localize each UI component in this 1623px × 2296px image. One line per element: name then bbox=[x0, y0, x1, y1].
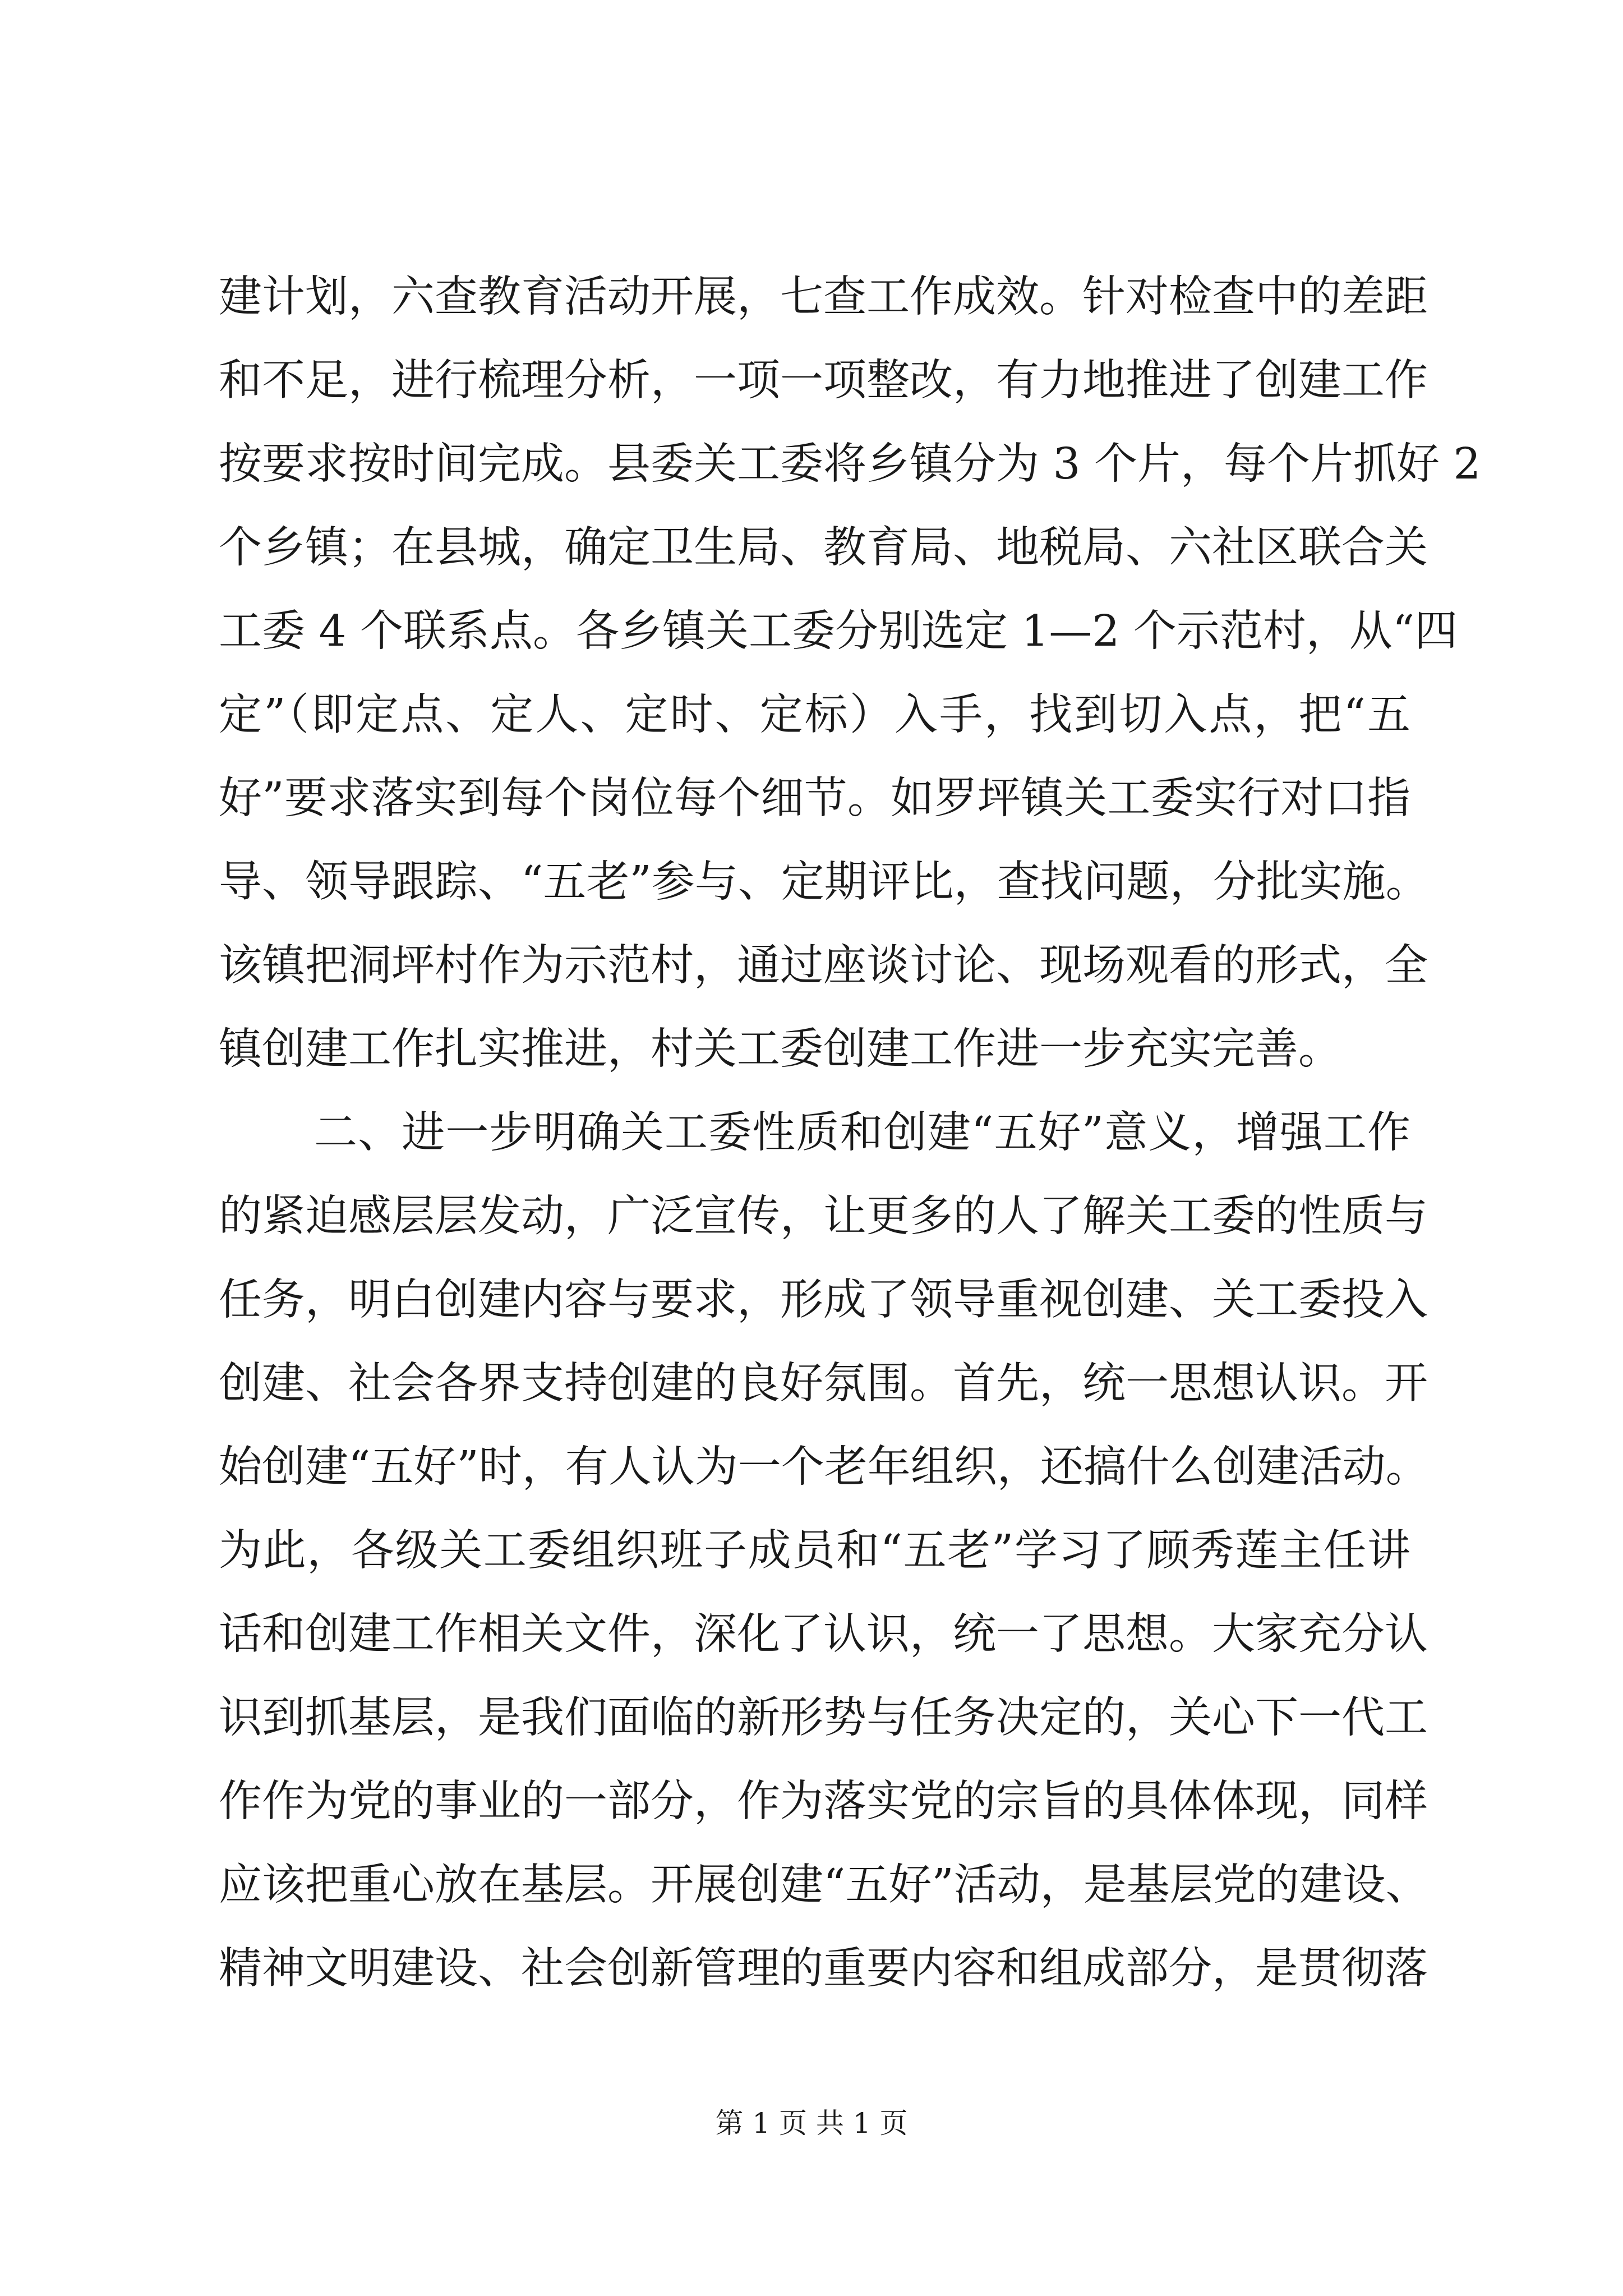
text-line: 识到抓基层，是我们面临的新形势与任务决定的，关心下一代工 bbox=[219, 1693, 1428, 1743]
text-line: 精神文明建设、社会创新管理的重要内容和组成部分，是贯彻落 bbox=[219, 1944, 1428, 1994]
text-line: 任务，明白创建内容与要求，形成了领导重视创建、关工委投入 bbox=[219, 1275, 1428, 1325]
text-line: 个乡镇；在县城，确定卫生局、教育局、地税局、六社区联合关 bbox=[219, 523, 1428, 573]
text-line: 工委 4 个联系点。各乡镇关工委分别选定 1—2 个示范村，从“四 bbox=[219, 606, 1458, 656]
text-line: 始创建“五好”时，有人认为一个老年组织，还搞什么创建活动。 bbox=[219, 1442, 1429, 1492]
text-line: 和不足，进行梳理分析，一项一项整改，有力地推进了创建工作 bbox=[219, 356, 1428, 406]
page-footer: 第 1 页 共 1 页 bbox=[715, 2107, 908, 2139]
text-line: 为此，各级关工委组织班子成员和“五老”学习了顾秀莲主任讲 bbox=[219, 1526, 1410, 1576]
text-line: 话和创建工作相关文件，深化了认识，统一了思想。大家充分认 bbox=[219, 1609, 1428, 1659]
text-line: 定”（即定点、定人、定时、定标）入手，找到切入点，把“五 bbox=[219, 690, 1410, 740]
text-line: 好”要求落实到每个岗位每个细节。如罗坪镇关工委实行对口指 bbox=[219, 774, 1410, 823]
text-line: 导、领导跟踪、“五老”参与、定期评比，查找问题，分批实施。 bbox=[219, 857, 1429, 907]
paragraph-start-line: 二、进一步明确关工委性质和创建“五好”意义，增强工作 bbox=[314, 1108, 1410, 1158]
text-line: 按要求按时间完成。县委关工委将乡镇分为 3 个片，每个片抓好 2 bbox=[219, 439, 1481, 489]
text-line: 建计划，六查教育活动开展，七查工作成效。针对检查中的差距 bbox=[219, 272, 1428, 322]
text-line: 创建、社会各界支持创建的良好氛围。首先，统一思想认识。开 bbox=[219, 1359, 1428, 1409]
text-line: 的紧迫感层层发动，广泛宣传，让更多的人了解关工委的性质与 bbox=[219, 1191, 1428, 1241]
body-text bbox=[219, 255, 1481, 2010]
text-line: 镇创建工作扎实推进，村关工委创建工作进一步充实完善。 bbox=[219, 1024, 1341, 1074]
text-line: 作作为党的事业的一部分，作为落实党的宗旨的具体体现，同样 bbox=[219, 1777, 1428, 1826]
text-line: 应该把重心放在基层。开展创建“五好”活动，是基层党的建设、 bbox=[219, 1860, 1429, 1910]
text-line: 该镇把洞坪村作为示范村，通过座谈讨论、现场观看的形式，全 bbox=[219, 941, 1428, 991]
